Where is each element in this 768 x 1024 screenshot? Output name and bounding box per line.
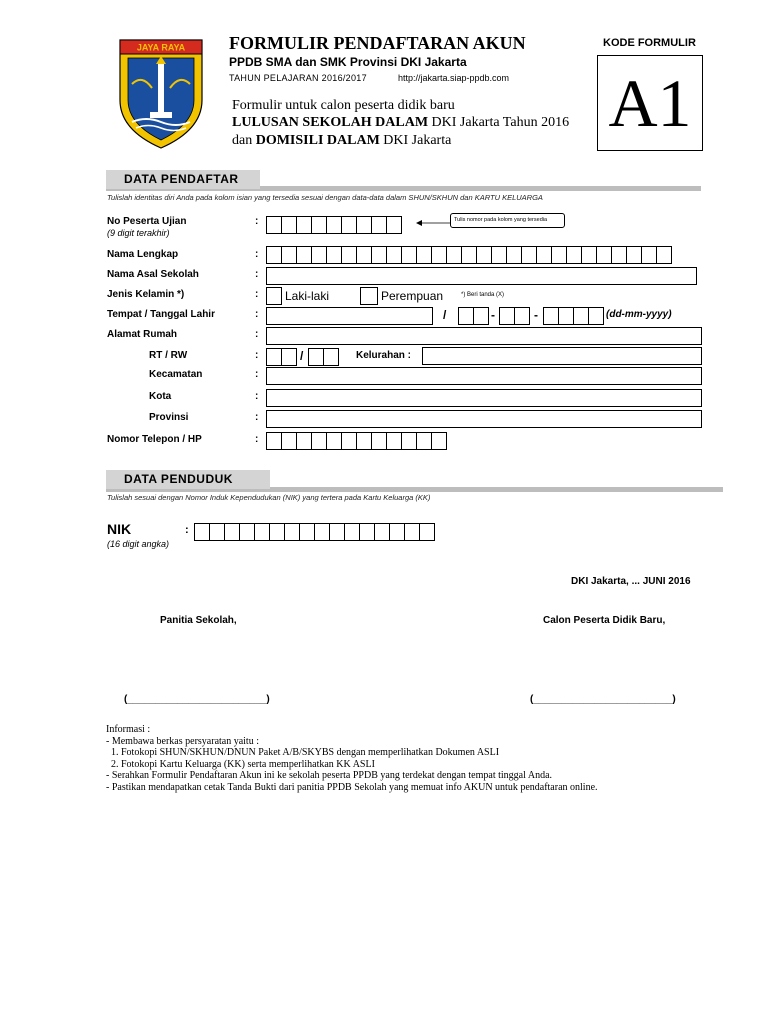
char-box[interactable] — [209, 523, 225, 541]
info-line: - Pastikan mendapatkan cetak Tanda Bukti dari panitia PPDB Sekolah yang memuat info AKUN untuk pendaftaran online. — [106, 781, 598, 793]
dki-jakarta-logo — [116, 38, 206, 150]
char-box[interactable] — [476, 246, 492, 264]
char-box[interactable] — [641, 246, 657, 264]
label-no-peserta-sub: (9 digit terakhir) — [107, 228, 170, 238]
website-url[interactable]: http://jakarta.siap-ppdb.com — [398, 73, 510, 83]
char-box[interactable] — [431, 246, 447, 264]
char-box[interactable] — [371, 216, 387, 234]
section-title-pendaftar: DATA PENDAFTAR — [106, 170, 260, 189]
label-nama-lengkap: Nama Lengkap — [107, 249, 179, 260]
char-box[interactable] — [224, 523, 240, 541]
place-date: DKI Jakarta, ... JUNI 2016 — [571, 576, 691, 587]
char-box[interactable] — [521, 246, 537, 264]
label-nik: NIK — [107, 521, 132, 537]
char-box[interactable] — [514, 307, 530, 325]
checkbox-perempuan[interactable] — [360, 287, 378, 305]
char-box[interactable] — [296, 216, 312, 234]
char-box[interactable] — [558, 307, 574, 325]
char-box[interactable] — [326, 246, 342, 264]
label-telepon: Nomor Telepon / HP — [107, 434, 202, 445]
char-box[interactable] — [371, 246, 387, 264]
char-box[interactable] — [419, 523, 435, 541]
alamat-input[interactable] — [266, 327, 702, 345]
char-box[interactable] — [359, 523, 375, 541]
char-box[interactable] — [401, 246, 417, 264]
char-box[interactable] — [416, 246, 432, 264]
colon: : — [255, 309, 259, 320]
char-box[interactable] — [656, 246, 672, 264]
label-kota: Kota — [149, 391, 172, 402]
char-box[interactable] — [401, 432, 417, 450]
kode-formulir-box — [597, 55, 703, 151]
desc-rest-1: DKI Jakarta Tahun 2016 — [428, 115, 570, 130]
tempat-lahir-input[interactable] — [266, 307, 433, 325]
char-box[interactable] — [371, 432, 387, 450]
label-perempuan: Perempuan — [381, 289, 444, 303]
colon: : — [255, 350, 259, 361]
slash: / — [443, 308, 447, 322]
char-box[interactable] — [311, 216, 327, 234]
char-box[interactable] — [506, 246, 522, 264]
label-kelurahan: Kelurahan : — [356, 350, 412, 361]
provinsi-input[interactable] — [266, 410, 702, 428]
colon: : — [255, 216, 259, 227]
arrow-left-icon — [416, 219, 450, 227]
char-box[interactable] — [386, 216, 402, 234]
colon: : — [255, 329, 259, 340]
kelurahan-input[interactable] — [422, 347, 702, 365]
char-box[interactable] — [311, 246, 327, 264]
date-format-hint: (dd-mm-yyyy) — [606, 309, 672, 320]
desc-bold-1: LULUSAN SEKOLAH DALAM — [232, 115, 429, 130]
info-heading: Informasi : — [106, 724, 151, 735]
char-box[interactable] — [431, 432, 447, 450]
signature-line-right: (_________________________) — [530, 694, 676, 705]
label-ttl: Tempat / Tanggal Lahir — [107, 309, 215, 320]
academic-year: TAHUN PELAJARAN 2016/2017 — [229, 73, 367, 83]
char-box[interactable] — [299, 523, 315, 541]
label-provinsi: Provinsi — [149, 412, 189, 423]
description-line-1: Formulir untuk calon peserta didik baru — [232, 98, 455, 113]
char-box[interactable] — [266, 432, 282, 450]
char-box[interactable] — [281, 216, 297, 234]
char-box[interactable] — [266, 246, 282, 264]
char-box[interactable] — [194, 523, 210, 541]
checkbox-laki-laki[interactable] — [266, 287, 282, 305]
char-box[interactable] — [473, 307, 489, 325]
desc-pre-2: dan — [232, 133, 256, 148]
char-box[interactable] — [284, 523, 300, 541]
calon-label: Calon Peserta Didik Baru, — [543, 615, 666, 626]
nama-lengkap-input[interactable] — [266, 246, 671, 264]
char-box[interactable] — [329, 523, 345, 541]
section-note-pendaftar: Tulislah identitas diri Anda pada kolom isian yang tersedia sesuai dengan data-data dalam SHUN/SKHUN dan KARTU KELUARGA — [107, 193, 543, 202]
char-box[interactable] — [266, 216, 282, 234]
char-box[interactable] — [296, 432, 312, 450]
slash: / — [300, 349, 304, 363]
char-box[interactable] — [386, 246, 402, 264]
char-box[interactable] — [581, 246, 597, 264]
colon: : — [185, 524, 189, 536]
char-box[interactable] — [323, 348, 339, 366]
char-box[interactable] — [341, 432, 357, 450]
info-block — [106, 724, 598, 794]
description-line-2 — [232, 115, 569, 131]
char-box[interactable] — [266, 348, 282, 366]
colon: : — [255, 434, 259, 445]
char-box[interactable] — [374, 523, 390, 541]
char-box[interactable] — [416, 432, 432, 450]
char-box[interactable] — [611, 246, 627, 264]
char-box[interactable] — [461, 246, 477, 264]
section-title-penduduk: DATA PENDUDUK — [106, 470, 270, 489]
form-subtitle: PPDB SMA dan SMK Provinsi DKI Jakarta — [229, 55, 467, 69]
colon: : — [255, 412, 259, 423]
label-no-peserta: No Peserta Ujian — [107, 216, 187, 227]
colon: : — [255, 369, 259, 380]
char-box[interactable] — [356, 216, 372, 234]
char-box[interactable] — [356, 246, 372, 264]
char-box[interactable] — [499, 307, 515, 325]
tanggal-input[interactable] — [458, 307, 488, 325]
no-peserta-input[interactable] — [266, 216, 401, 234]
char-box[interactable] — [446, 246, 462, 264]
char-box[interactable] — [308, 348, 324, 366]
label-nik-sub: (16 digit angka) — [107, 539, 170, 549]
info-line: - Serahkan Formulir Pendaftaran Akun ini ke sekolah peserta PPDB yang terdekat dengan tempat tinggal Anda. — [106, 770, 553, 782]
char-box[interactable] — [551, 246, 567, 264]
char-box[interactable] — [386, 432, 402, 450]
char-box[interactable] — [458, 307, 474, 325]
colon: : — [255, 249, 259, 260]
logo-text: JAYA RAYA — [136, 42, 186, 53]
telepon-input[interactable] — [266, 432, 446, 450]
char-box[interactable] — [389, 523, 405, 541]
info-line: 2. Fotokopi Kartu Keluarga (KK) serta memperlihatkan KK ASLI — [106, 758, 375, 770]
char-box[interactable] — [543, 307, 559, 325]
arrow-note: Tulis nomor pada kolom yang tersedia — [450, 213, 565, 228]
kode-value: A1 — [608, 64, 692, 141]
description-line-3 — [232, 133, 451, 149]
char-box[interactable] — [314, 523, 330, 541]
char-box[interactable] — [344, 523, 360, 541]
signature-line-left: (_________________________) — [124, 694, 270, 705]
char-box[interactable] — [239, 523, 255, 541]
char-box[interactable] — [491, 246, 507, 264]
char-box[interactable] — [341, 246, 357, 264]
label-nama-sekolah: Nama Asal Sekolah — [107, 269, 199, 280]
char-box[interactable] — [588, 307, 604, 325]
char-box[interactable] — [341, 216, 357, 234]
kota-input[interactable] — [266, 389, 702, 407]
char-box[interactable] — [281, 246, 297, 264]
panitia-label: Panitia Sekolah, — [160, 615, 237, 626]
char-box[interactable] — [311, 432, 327, 450]
char-box[interactable] — [281, 348, 297, 366]
form-title: FORMULIR PENDAFTARAN AKUN — [229, 33, 526, 53]
section-note-penduduk: Tulislah sesuai dengan Nomor Induk Kependudukan (NIK) yang tertera pada Kartu Keluarga (KK) — [107, 493, 431, 502]
char-box[interactable] — [596, 246, 612, 264]
nik-input[interactable] — [194, 523, 434, 541]
char-box[interactable] — [326, 432, 342, 450]
desc-bold-2: DOMISILI DALAM — [255, 133, 380, 148]
rw-input[interactable] — [308, 348, 338, 366]
bulan-input[interactable] — [499, 307, 529, 325]
char-box[interactable] — [566, 246, 582, 264]
info-line: 1. Fotokopi SHUN/SKHUN/DNUN Paket A/B/SKYBS dengan memperlihatkan Dokumen ASLI — [106, 747, 500, 759]
kecamatan-input[interactable] — [266, 367, 702, 385]
dash: - — [534, 308, 538, 322]
char-box[interactable] — [254, 523, 270, 541]
tahun-input[interactable] — [543, 307, 603, 325]
char-box[interactable] — [326, 216, 342, 234]
label-laki-laki: Laki-laki — [285, 289, 330, 303]
char-box[interactable] — [281, 432, 297, 450]
colon: : — [255, 391, 259, 402]
dash: - — [491, 308, 495, 322]
colon: : — [255, 289, 259, 300]
char-box[interactable] — [296, 246, 312, 264]
char-box[interactable] — [269, 523, 285, 541]
nama-sekolah-input[interactable] — [266, 267, 697, 285]
char-box[interactable] — [404, 523, 420, 541]
char-box[interactable] — [626, 246, 642, 264]
beri-tanda-note: *) Beri tanda (X) — [461, 292, 505, 298]
label-alamat: Alamat Rumah — [107, 329, 178, 340]
colon: : — [255, 269, 259, 280]
info-line: - Membawa berkas persyaratan yaitu : — [106, 735, 259, 747]
label-jenis-kelamin: Jenis Kelamin *) — [107, 289, 185, 300]
rt-input[interactable] — [266, 348, 296, 366]
char-box[interactable] — [536, 246, 552, 264]
char-box[interactable] — [573, 307, 589, 325]
label-kecamatan: Kecamatan — [149, 369, 203, 380]
char-box[interactable] — [356, 432, 372, 450]
kode-formulir-label: KODE FORMULIR — [603, 37, 696, 49]
desc-rest-2: DKI Jakarta — [379, 133, 452, 148]
label-rt-rw: RT / RW — [149, 350, 188, 361]
